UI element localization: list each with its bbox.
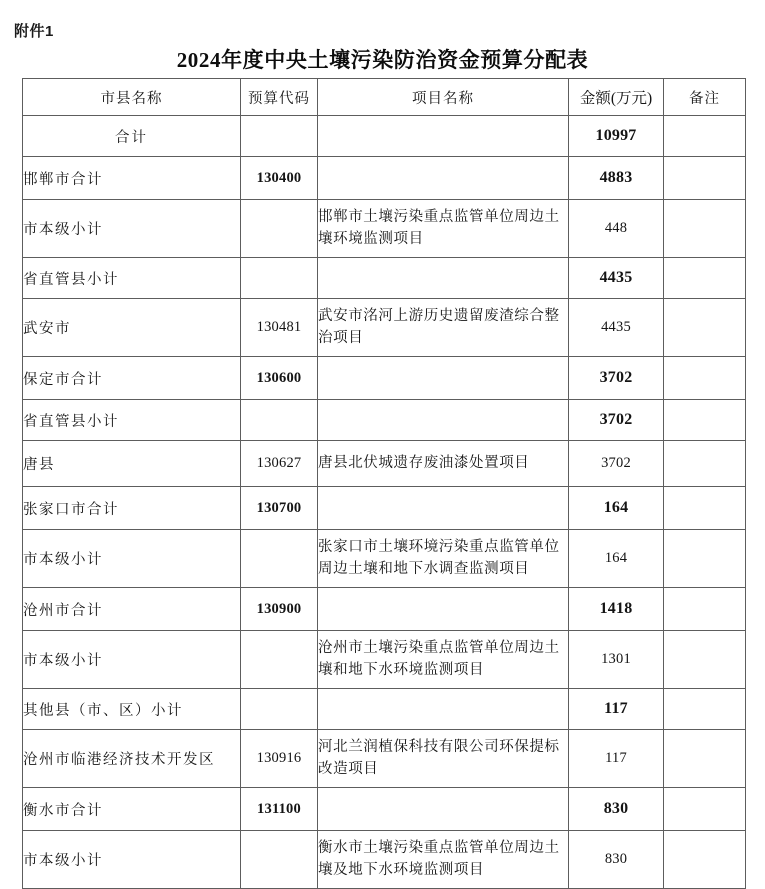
cell-project-name xyxy=(318,157,569,200)
cell-project-name xyxy=(318,357,569,400)
cell-city-county-name: 其他县（市、区）小计 xyxy=(23,689,241,730)
cell-remark xyxy=(664,588,746,631)
table-row xyxy=(23,357,746,400)
cell-amount: 448 xyxy=(569,200,664,258)
cell-remark xyxy=(664,487,746,530)
cell-budget-code xyxy=(241,530,318,588)
cell-city-county-name: 合计 xyxy=(23,116,241,157)
table-row xyxy=(23,831,746,889)
cell-project-name: 张家口市土壤环境污染重点监管单位周边土壤和地下水调查监测项目 xyxy=(318,530,569,588)
cell-city-county-name: 市本级小计 xyxy=(23,631,241,689)
cell-city-county-name: 市本级小计 xyxy=(23,200,241,258)
cell-city-county-name: 省直管县小计 xyxy=(23,258,241,299)
budget-table-container xyxy=(22,78,745,889)
cell-budget-code xyxy=(241,689,318,730)
table-row xyxy=(23,689,746,730)
cell-amount: 3702 xyxy=(569,357,664,400)
cell-amount: 3702 xyxy=(569,400,664,441)
table-row xyxy=(23,441,746,487)
cell-remark xyxy=(664,730,746,788)
table-row xyxy=(23,157,746,200)
cell-remark xyxy=(664,357,746,400)
cell-project-name: 衡水市土壤污染重点监管单位周边土壤及地下水环境监测项目 xyxy=(318,831,569,889)
cell-remark xyxy=(664,200,746,258)
cell-budget-code: 130916 xyxy=(241,730,318,788)
table-row xyxy=(23,588,746,631)
cell-remark xyxy=(664,831,746,889)
cell-project-name: 沧州市土壤污染重点监管单位周边土壤和地下水环境监测项目 xyxy=(318,631,569,689)
cell-remark xyxy=(664,157,746,200)
cell-amount: 830 xyxy=(569,788,664,831)
cell-budget-code xyxy=(241,631,318,689)
cell-city-county-name: 市本级小计 xyxy=(23,530,241,588)
cell-amount: 164 xyxy=(569,530,664,588)
cell-remark xyxy=(664,258,746,299)
cell-remark xyxy=(664,441,746,487)
table-row xyxy=(23,400,746,441)
cell-project-name xyxy=(318,487,569,530)
table-header xyxy=(23,79,746,116)
cell-project-name: 武安市洺河上游历史遗留废渣综合整治项目 xyxy=(318,299,569,357)
table-row xyxy=(23,788,746,831)
cell-project-name: 河北兰润植保科技有限公司环保提标改造项目 xyxy=(318,730,569,788)
cell-amount: 4883 xyxy=(569,157,664,200)
cell-amount: 3702 xyxy=(569,441,664,487)
cell-city-county-name: 邯郸市合计 xyxy=(23,157,241,200)
cell-city-county-name: 沧州市合计 xyxy=(23,588,241,631)
cell-amount: 4435 xyxy=(569,299,664,357)
cell-amount: 1301 xyxy=(569,631,664,689)
table-row xyxy=(23,487,746,530)
cell-remark xyxy=(664,631,746,689)
cell-budget-code xyxy=(241,200,318,258)
cell-city-county-name: 武安市 xyxy=(23,299,241,357)
cell-remark xyxy=(664,788,746,831)
cell-budget-code xyxy=(241,400,318,441)
table-body xyxy=(23,116,746,889)
cell-amount: 117 xyxy=(569,730,664,788)
column-header-project: 项目名称 xyxy=(318,79,569,116)
table-row xyxy=(23,200,746,258)
column-header-remark: 备注 xyxy=(664,79,746,116)
attachment-label: 附件1 xyxy=(14,23,54,40)
table-header-row xyxy=(23,79,746,116)
cell-project-name xyxy=(318,689,569,730)
budget-table xyxy=(22,78,746,889)
cell-amount: 830 xyxy=(569,831,664,889)
cell-budget-code: 130627 xyxy=(241,441,318,487)
cell-city-county-name: 唐县 xyxy=(23,441,241,487)
cell-remark xyxy=(664,530,746,588)
table-row xyxy=(23,116,746,157)
table-row xyxy=(23,730,746,788)
cell-project-name xyxy=(318,116,569,157)
cell-remark xyxy=(664,400,746,441)
cell-amount: 4435 xyxy=(569,258,664,299)
cell-budget-code: 130481 xyxy=(241,299,318,357)
table-row xyxy=(23,299,746,357)
cell-city-county-name: 市本级小计 xyxy=(23,831,241,889)
cell-city-county-name: 衡水市合计 xyxy=(23,788,241,831)
cell-budget-code xyxy=(241,831,318,889)
table-row xyxy=(23,530,746,588)
column-header-amount: 金额(万元) xyxy=(569,79,664,116)
cell-city-county-name: 沧州市临港经济技术开发区 xyxy=(23,730,241,788)
page-title: 2024年度中央土壤污染防治资金预算分配表 xyxy=(176,48,589,72)
cell-budget-code xyxy=(241,116,318,157)
cell-budget-code: 130700 xyxy=(241,487,318,530)
cell-project-name: 唐县北伏城遗存废油漆处置项目 xyxy=(318,441,569,487)
cell-amount: 117 xyxy=(569,689,664,730)
cell-budget-code: 131100 xyxy=(241,788,318,831)
cell-budget-code xyxy=(241,258,318,299)
cell-amount: 1418 xyxy=(569,588,664,631)
cell-city-county-name: 省直管县小计 xyxy=(23,400,241,441)
cell-amount: 164 xyxy=(569,487,664,530)
cell-budget-code: 130400 xyxy=(241,157,318,200)
cell-project-name xyxy=(318,400,569,441)
cell-project-name: 邯郸市土壤污染重点监管单位周边土壤环境监测项目 xyxy=(318,200,569,258)
cell-budget-code: 130900 xyxy=(241,588,318,631)
cell-project-name xyxy=(318,258,569,299)
cell-amount: 10997 xyxy=(569,116,664,157)
cell-project-name xyxy=(318,588,569,631)
cell-city-county-name: 保定市合计 xyxy=(23,357,241,400)
cell-remark xyxy=(664,689,746,730)
column-header-name: 市县名称 xyxy=(23,79,241,116)
cell-remark xyxy=(664,116,746,157)
cell-remark xyxy=(664,299,746,357)
table-row xyxy=(23,631,746,689)
table-row xyxy=(23,258,746,299)
cell-project-name xyxy=(318,788,569,831)
cell-city-county-name: 张家口市合计 xyxy=(23,487,241,530)
cell-budget-code: 130600 xyxy=(241,357,318,400)
column-header-code: 预算代码 xyxy=(241,79,318,116)
